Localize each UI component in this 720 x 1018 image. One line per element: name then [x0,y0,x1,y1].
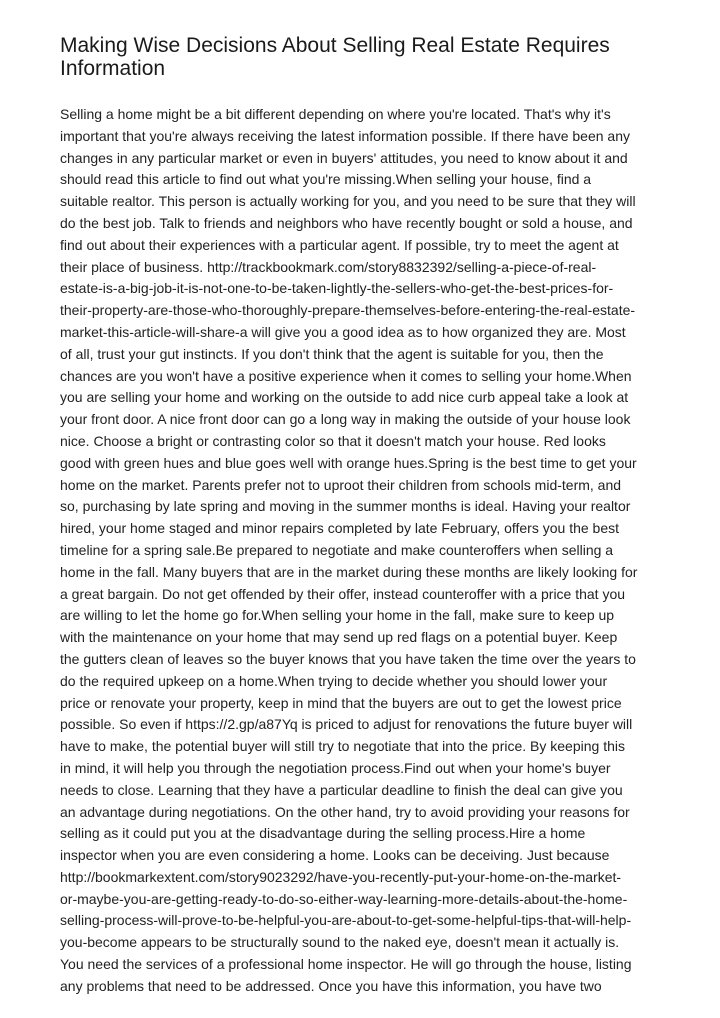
body-line: are willing to let the home go for.When selling your home in the fall, make sure to keep up [60,607,615,624]
body-line: estate-is-a-big-job-it-is-not-one-to-be-taken-lightly-the-sellers-who-get-the-best-prices-for- [60,280,614,297]
body-line: do the best job. Talk to friends and neighbors who have recently bought or sold a house, and [60,214,633,231]
body-line: so, purchasing by late spring and moving in the summer months is ideal. Having your realtor [60,498,631,515]
body-line: possible. So even if https://2.gp/a87Yq is priced to adjust for renovations the future buyer will [60,716,633,733]
body-line: any problems that need to be addressed. Once you have this information, you have two [60,977,602,994]
body-line: with the maintenance on your home that may send up red flags on a potential buyer. Keep [60,629,618,646]
body-line: You need the services of a professional home inspector. He will go through the house, listing [60,956,632,973]
document-title: Making Wise Decisions About Selling Real Estate Requires Information [60,34,610,80]
body-line: market-this-article-will-share-a will give you a good idea as to how organized they are. Most [60,323,626,340]
body-line: needs to close. Learning that they have a particular deadline to finish the deal can give you [60,781,623,798]
body-line: Selling a home might be a bit different depending on where you're located. That's why it's [60,106,611,122]
body-line: selling as it could put you at the disadvantage during the selling process.Hire a home [60,825,586,842]
body-line: their place of business. http://trackbookmark.com/story8832392/selling-a-piece-of-real- [60,258,597,275]
body-line: nice. Choose a bright or contrasting color so that it doesn't match your house. Red looks [60,432,606,449]
body-line: should read this article to find out what you're missing.When selling your house, find a [60,171,592,188]
body-line: in mind, it will help you through the negotiation process.Find out when your home's buyer [60,759,611,776]
body-line: you-become appears to be structurally sound to the naked eye, doesn't mean it actually is. [60,934,620,951]
body-line: do the required upkeep on a home.When trying to decide whether you should lower your [60,672,608,689]
body-line: find out about their experiences with a particular agent. If possible, try to meet the agent at [60,236,619,253]
body-line: selling-process-will-prove-to-be-helpful-you-are-about-to-get-some-helpful-tips-that-will-help- [60,912,632,929]
body-line: or-maybe-you-are-getting-ready-to-do-so-either-way-learning-more-details-about-the-home- [60,890,628,907]
body-line: changes in any particular market or even in buyers' attitudes, you need to know about it and [60,149,628,166]
body-line: your front door. A nice front door can go a long way in making the outside of your house look [60,411,631,428]
body-line: price or renovate your property, keep in mind that the buyers are out to get the lowest price [60,694,622,711]
body-line: of all, trust your gut instincts. If you don't think that the agent is suitable for you, then the [60,345,604,362]
body-line: home on the market. Parents prefer not to uproot their children from schools mid-term, and [60,476,622,493]
body-line: important that you're always receiving the latest information possible. If there have been any [60,127,630,144]
body-line: an advantage during negotiations. On the other hand, try to avoid providing your reasons for [60,803,630,820]
body-line: home in the fall. Many buyers that are in the market during these months are likely looking for [60,563,638,580]
body-line: have to make, the potential buyer will still try to negotiate that into the price. By keeping this [60,738,625,755]
body-line: http://bookmarkextent.com/story9023292/have-you-recently-put-your-home-on-the-market- [60,868,622,885]
body-line: a great bargain. Do not get offended by their offer, instead counteroffer with a price that you [60,585,626,602]
body-line: their-property-are-those-who-thoroughly-prepare-themselves-before-entering-the-real-estate- [60,302,636,319]
body-line: suitable realtor. This person is actually working for you, and you need to be sure that they will [60,193,636,210]
body-line: inspector when you are even considering a home. Looks can be deceiving. Just because [60,847,610,864]
body-line: chances are you won't have a positive experience when it comes to selling your home.When [60,367,632,384]
body-line: good with green hues and blue goes well with orange hues.Spring is the best time to get your [60,454,637,471]
body-line: hired, your home staged and minor repairs completed by late February, offers you the best [60,520,620,537]
body-line: you are selling your home and working on the outside to add nice curb appeal take a look at [60,389,629,406]
body-line: the gutters clean of leaves so the buyer knows that you have taken the time over the years to [60,650,636,667]
body-line: timeline for a spring sale.Be prepared to negotiate and make counteroffers when selling a [60,541,614,558]
document-body [60,104,662,998]
